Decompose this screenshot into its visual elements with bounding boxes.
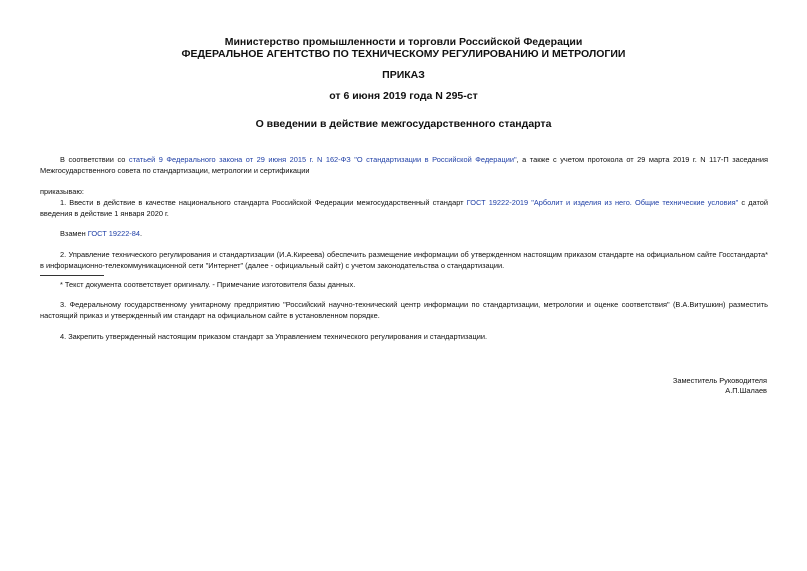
document-date-number: от 6 июня 2019 года N 295-ст: [329, 90, 478, 102]
signatory-name: А.П.Шалаев: [725, 386, 767, 395]
preamble-paragraph: [40, 154, 768, 176]
document-subject: О введении в действие межгосударственного стандарта: [255, 118, 552, 130]
agency-name: ФЕДЕРАЛЬНОЕ АГЕНТСТВО ПО ТЕХНИЧЕСКОМУ РЕГУЛИРОВАНИЮ И МЕТРОЛОГИИ: [181, 48, 626, 60]
item-1-text-start: 1. Ввести в действие в качестве национального стандарта Российской Федерации межгосударственный стандарт: [60, 198, 467, 207]
signatory-position: Заместитель Руководителя: [672, 376, 767, 385]
replaces-text-end: .: [140, 229, 143, 238]
preamble-text-end: , а также с учетом протокола от 29 марта 2019 г. N 117-П заседания Межгосударственного совета по стандартизации, метрологии и сертификации: [40, 155, 768, 175]
item-3-paragraph: 3. Федеральному государственному унитарному предприятию "Российский научно-технический центр информации по стандартизации, метрологии и оценке соответствия" (В.А.Витушкин) разместить настоящий приказ и утвержденный им стандарт на официальном сайте в установленном порядке.: [40, 300, 768, 320]
item-1-text-end: с датой введения в действие 1 января 2020 г.: [40, 198, 768, 218]
item-2-paragraph: 2. Управление технического регулирования и стандартизации (И.А.Киреева) обеспечить размещение информации об утвержденном настоящим приказом стандарте на официальном сайте Госстандарта* в информационно-телекоммуникационной сети "Интернет" (далее - официальный сайт) с учетом законодательства о стандартизации.: [40, 250, 768, 270]
replaces-paragraph: [40, 228, 768, 239]
footnote-text: * Текст документа соответствует оригиналу. - Примечание изготовителя базы данных.: [60, 280, 356, 289]
preamble-text-start: В соответствии со: [60, 155, 129, 164]
item-1-paragraph: [40, 197, 768, 219]
standard-link[interactable]: ГОСТ 19222-2019 "Арболит и изделия из него. Общие технические условия": [466, 198, 739, 207]
order-word: приказываю:: [40, 187, 84, 196]
old-standard-link[interactable]: ГОСТ 19222-84: [87, 229, 140, 238]
replaces-text: Взамен: [60, 229, 88, 238]
footnote-divider: [40, 275, 104, 276]
item-4-paragraph: 4. Закрепить утвержденный настоящим приказом стандарт за Управлением технического регулирования и стандартизации.: [60, 332, 488, 341]
ministry-name: Министерство промышленности и торговли Российской Федерации: [224, 36, 583, 48]
law-link[interactable]: статьей 9 Федерального закона от 29 июня 2015 г. N 162-ФЗ "О стандартизации в Российской Федерации": [128, 155, 517, 164]
document-type: ПРИКАЗ: [382, 69, 425, 81]
